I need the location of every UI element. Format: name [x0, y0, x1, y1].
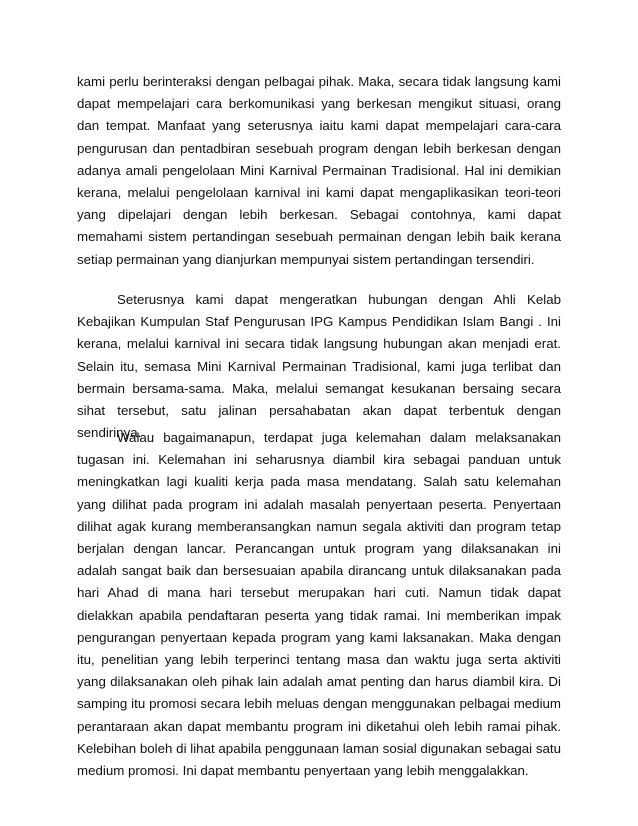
- paragraph-text: kami perlu berinteraksi dengan pelbagai pihak. Maka, secara tidak langsung kami dapat mempelajari cara berkomunikasi yang berkesan mengikut situasi, orang dan tempat. Manfaat yang seterusnya iaitu kami dapat mempelajari cara-cara pengurusan dan pentadbiran sesebuah program dengan lebih berkesan dengan adanya amali pengelolaan Mini Karnival Permainan Tradisional. Hal ini demikian kerana, melalui pengelolaan karnival ini kami dapat mengaplikasikan teori-teori yang dipelajari dengan lebih berkesan. Sebagai contohnya, kami dapat memahami sistem pertandingan sesebuah permainan dengan lebih baik kerana setiap permainan yang dianjurkan mempunyai sistem pertandingan tersendiri.: [77, 74, 561, 267]
- paragraph-weaknesses: [77, 427, 561, 782]
- paragraph-text: Seterusnya kami dapat mengeratkan hubungan dengan Ahli Kelab Kebajikan Kumpulan Staf Pengurusan IPG Kampus Pendidikan Islam Bangi . Ini kerana, melalui karnival ini secara tidak langsung hubungan akan menjadi erat. Selain itu, semasa Mini Karnival Permainan Tradisional, kami juga terlibat dan bermain bersama-sama. Maka, melalui semangat kesukanan bersaing secara sihat tersebut, satu jalinan persahabatan akan dapat terbentuk dengan sendirinya.: [77, 292, 561, 441]
- paragraph-continued: [77, 71, 561, 271]
- paragraph-text: Walau bagaimanapun, terdapat juga kelemahan dalam melaksanakan tugasan ini. Kelemahan ini seharusnya diambil kira sebagai panduan untuk meningkatkan lagi kualiti kerja pada masa mendatang. Salah satu kelemahan yang dilihat pada program ini adalah masalah penyertaan peserta. Penyertaan dilihat agak kurang memberansangkan namun segala aktiviti dan program tetap berjalan dengan lancar. Perancangan untuk program yang dilaksanakan ini adalah sangat baik dan bersesuaian apabila dirancang untuk dilaksanakan pada hari Ahad di mana hari tersebut merupakan hari cuti. Namun tidak dapat dielakkan apabila pendaftaran peserta yang tidak ramai. Ini memberikan impak pengurangan penyertaan kepada program yang kami laksanakan. Maka dengan itu, penelitian yang lebih terperinci tentang masa dan waktu juga serta aktiviti yang dilaksanakan oleh pihak lain adalah amat penting dan harus diambil kira. Di samping itu promosi secara lebih meluas dengan menggunakan pelbagai medium perantaraan akan dapat membantu program ini diketahui oleh lebih ramai pihak. Kelebihan boleh di lihat apabila penggunaan laman sosial digunakan sebagai satu medium promosi. Ini dapat membantu penyertaan yang lebih menggalakkan.: [77, 430, 561, 779]
- paragraph-relationships: [77, 289, 561, 444]
